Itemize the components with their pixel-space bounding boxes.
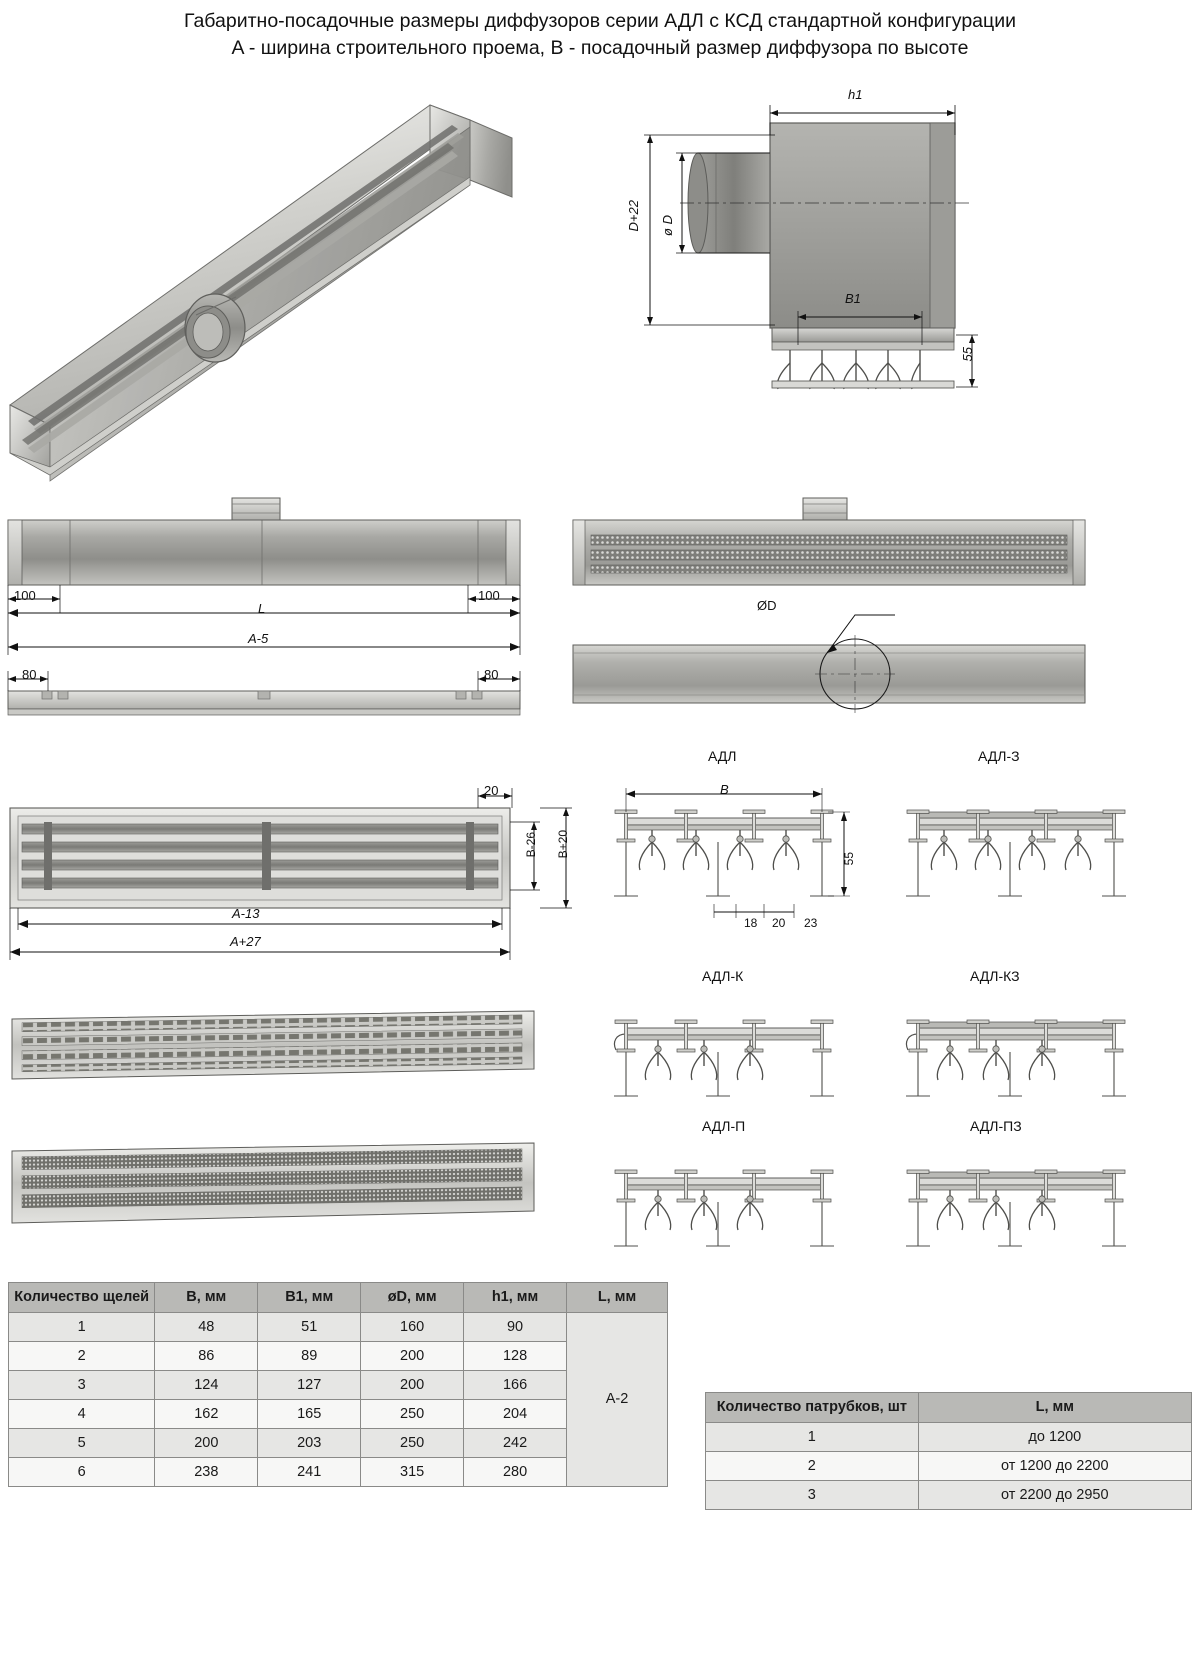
grille-perspective-slotted-svg (8, 1005, 538, 1085)
cell-B: 124 (155, 1370, 258, 1399)
variant-caption-adl-pz: АДЛ-ПЗ (970, 1118, 1022, 1134)
dim-A-minus-5-label: A-5 (248, 631, 269, 646)
variant-caption-adl-z: АДЛ-З (978, 748, 1020, 764)
cell-B1: 165 (258, 1399, 361, 1428)
cell-D: 200 (361, 1370, 464, 1399)
dim-h1-label: h1 (848, 87, 863, 102)
dim-55-label: 55 (960, 347, 975, 362)
cell-B1: 241 (258, 1457, 361, 1486)
grille-front-svg (0, 780, 590, 970)
grille-perspective-perforated-svg (8, 1135, 538, 1230)
plan-view-right (565, 495, 1125, 735)
plan-view-left (0, 495, 560, 735)
cell-pipe-count: 2 (706, 1451, 919, 1480)
table-row (706, 1422, 1192, 1451)
cell-slots: 3 (9, 1370, 155, 1399)
cell-h1: 204 (464, 1399, 567, 1428)
cell-h1: 166 (464, 1370, 567, 1399)
dim-d-plus-22-label: D+22 (626, 200, 641, 232)
dim-phiD-label: ØD (757, 598, 777, 613)
dim-20-label: 20 (484, 783, 499, 798)
section-view-drawing (620, 87, 1180, 425)
dim-80-left-label: 80 (22, 667, 37, 682)
detail-dim-20-label: 20 (772, 916, 786, 930)
mounting-variants-svg (590, 740, 1200, 1270)
cell-pipe-L: от 1200 до 2200 (918, 1451, 1191, 1480)
dim-100-left-label: 100 (14, 588, 36, 603)
spigot-ellipse (185, 294, 245, 362)
plan-view-left-svg (0, 495, 560, 735)
page-title-line1: Габаритно-посадочные размеры диффузоров серии АДЛ с КСД стандартной конфигурации (184, 10, 1016, 32)
mounting-variants-grid (590, 740, 1200, 1270)
th-slots: Количество щелей (9, 1283, 155, 1313)
grille-front-view (0, 780, 590, 970)
th-B1: B1, мм (258, 1283, 361, 1313)
cell-pipe-count: 1 (706, 1422, 919, 1451)
th-pipe-count: Количество патрубков, шт (706, 1393, 919, 1423)
cell-D: 250 (361, 1399, 464, 1428)
dim-L-label: L (258, 601, 266, 616)
cell-slots: 4 (9, 1399, 155, 1428)
th-B: B, мм (155, 1283, 258, 1313)
cell-pipe-L: до 1200 (918, 1422, 1191, 1451)
cell-B: 48 (155, 1312, 258, 1341)
cell-slots: 2 (9, 1341, 155, 1370)
dim-A-minus-13-label: A-13 (232, 906, 260, 921)
cell-B: 200 (155, 1428, 258, 1457)
grille-perspective-slotted (8, 1005, 538, 1085)
section-view-svg (620, 95, 1180, 425)
page-title-line2: A - ширина строительного проема, B - посадочный размер диффузора по высоте (231, 37, 969, 59)
cell-slots: 5 (9, 1428, 155, 1457)
cell-D: 200 (361, 1341, 464, 1370)
cell-L-merged: A-2 (567, 1312, 668, 1486)
cell-pipe-L: от 2200 до 2950 (918, 1480, 1191, 1509)
dim-phi-d-label: ø D (660, 215, 675, 236)
variant-caption-adl-k: АДЛ-К (702, 968, 744, 984)
th-pipe-L: L, мм (918, 1393, 1191, 1423)
cell-B: 238 (155, 1457, 258, 1486)
isometric-duct-drawing (0, 85, 560, 485)
plan-view-right-svg (565, 495, 1125, 735)
cell-B: 86 (155, 1341, 258, 1370)
cell-D: 315 (361, 1457, 464, 1486)
variant-caption-adl-kz: АДЛ-КЗ (970, 968, 1020, 984)
table-header-row (9, 1283, 668, 1313)
table-row (706, 1480, 1192, 1509)
cell-D: 250 (361, 1428, 464, 1457)
cell-h1: 280 (464, 1457, 567, 1486)
cell-B1: 127 (258, 1370, 361, 1399)
cell-B1: 51 (258, 1312, 361, 1341)
dim-B-plus-20-label: B+20 (556, 830, 570, 859)
cell-B1: 203 (258, 1428, 361, 1457)
page-title (0, 8, 1200, 62)
cell-D: 160 (361, 1312, 464, 1341)
dim-b1-label: B1 (845, 291, 861, 306)
cell-slots: 1 (9, 1312, 155, 1341)
cell-B: 162 (155, 1399, 258, 1428)
cell-B1: 89 (258, 1341, 361, 1370)
isometric-duct-svg (0, 85, 560, 485)
detail-dim-23-label: 23 (804, 916, 818, 930)
cell-h1: 128 (464, 1341, 567, 1370)
dim-100-right-label: 100 (478, 588, 500, 603)
table-row (706, 1451, 1192, 1480)
cell-pipe-count: 3 (706, 1480, 919, 1509)
dim-A-plus-27-label: A+27 (230, 934, 261, 949)
table-row (9, 1312, 668, 1341)
grille-perspective-perforated (8, 1135, 538, 1230)
dim-80-right-label: 80 (484, 667, 499, 682)
pipes-length-table (705, 1392, 1192, 1510)
cell-slots: 6 (9, 1457, 155, 1486)
variant-caption-adl-p: АДЛ-П (702, 1118, 746, 1134)
dim-B-minus-26-label: B-26 (524, 832, 538, 858)
detail-dim-18-label: 18 (744, 916, 758, 930)
cell-h1: 90 (464, 1312, 567, 1341)
variant-caption-adl: АДЛ (708, 748, 737, 764)
detail-dim-55-label: 55 (842, 852, 856, 866)
detail-dim-B-label: B (720, 782, 729, 797)
th-h1: h1, мм (464, 1283, 567, 1313)
table-header-row (706, 1393, 1192, 1423)
cell-h1: 242 (464, 1428, 567, 1457)
th-L: L, мм (567, 1283, 668, 1313)
slots-dimensions-table (8, 1282, 668, 1487)
th-D: øD, мм (361, 1283, 464, 1313)
